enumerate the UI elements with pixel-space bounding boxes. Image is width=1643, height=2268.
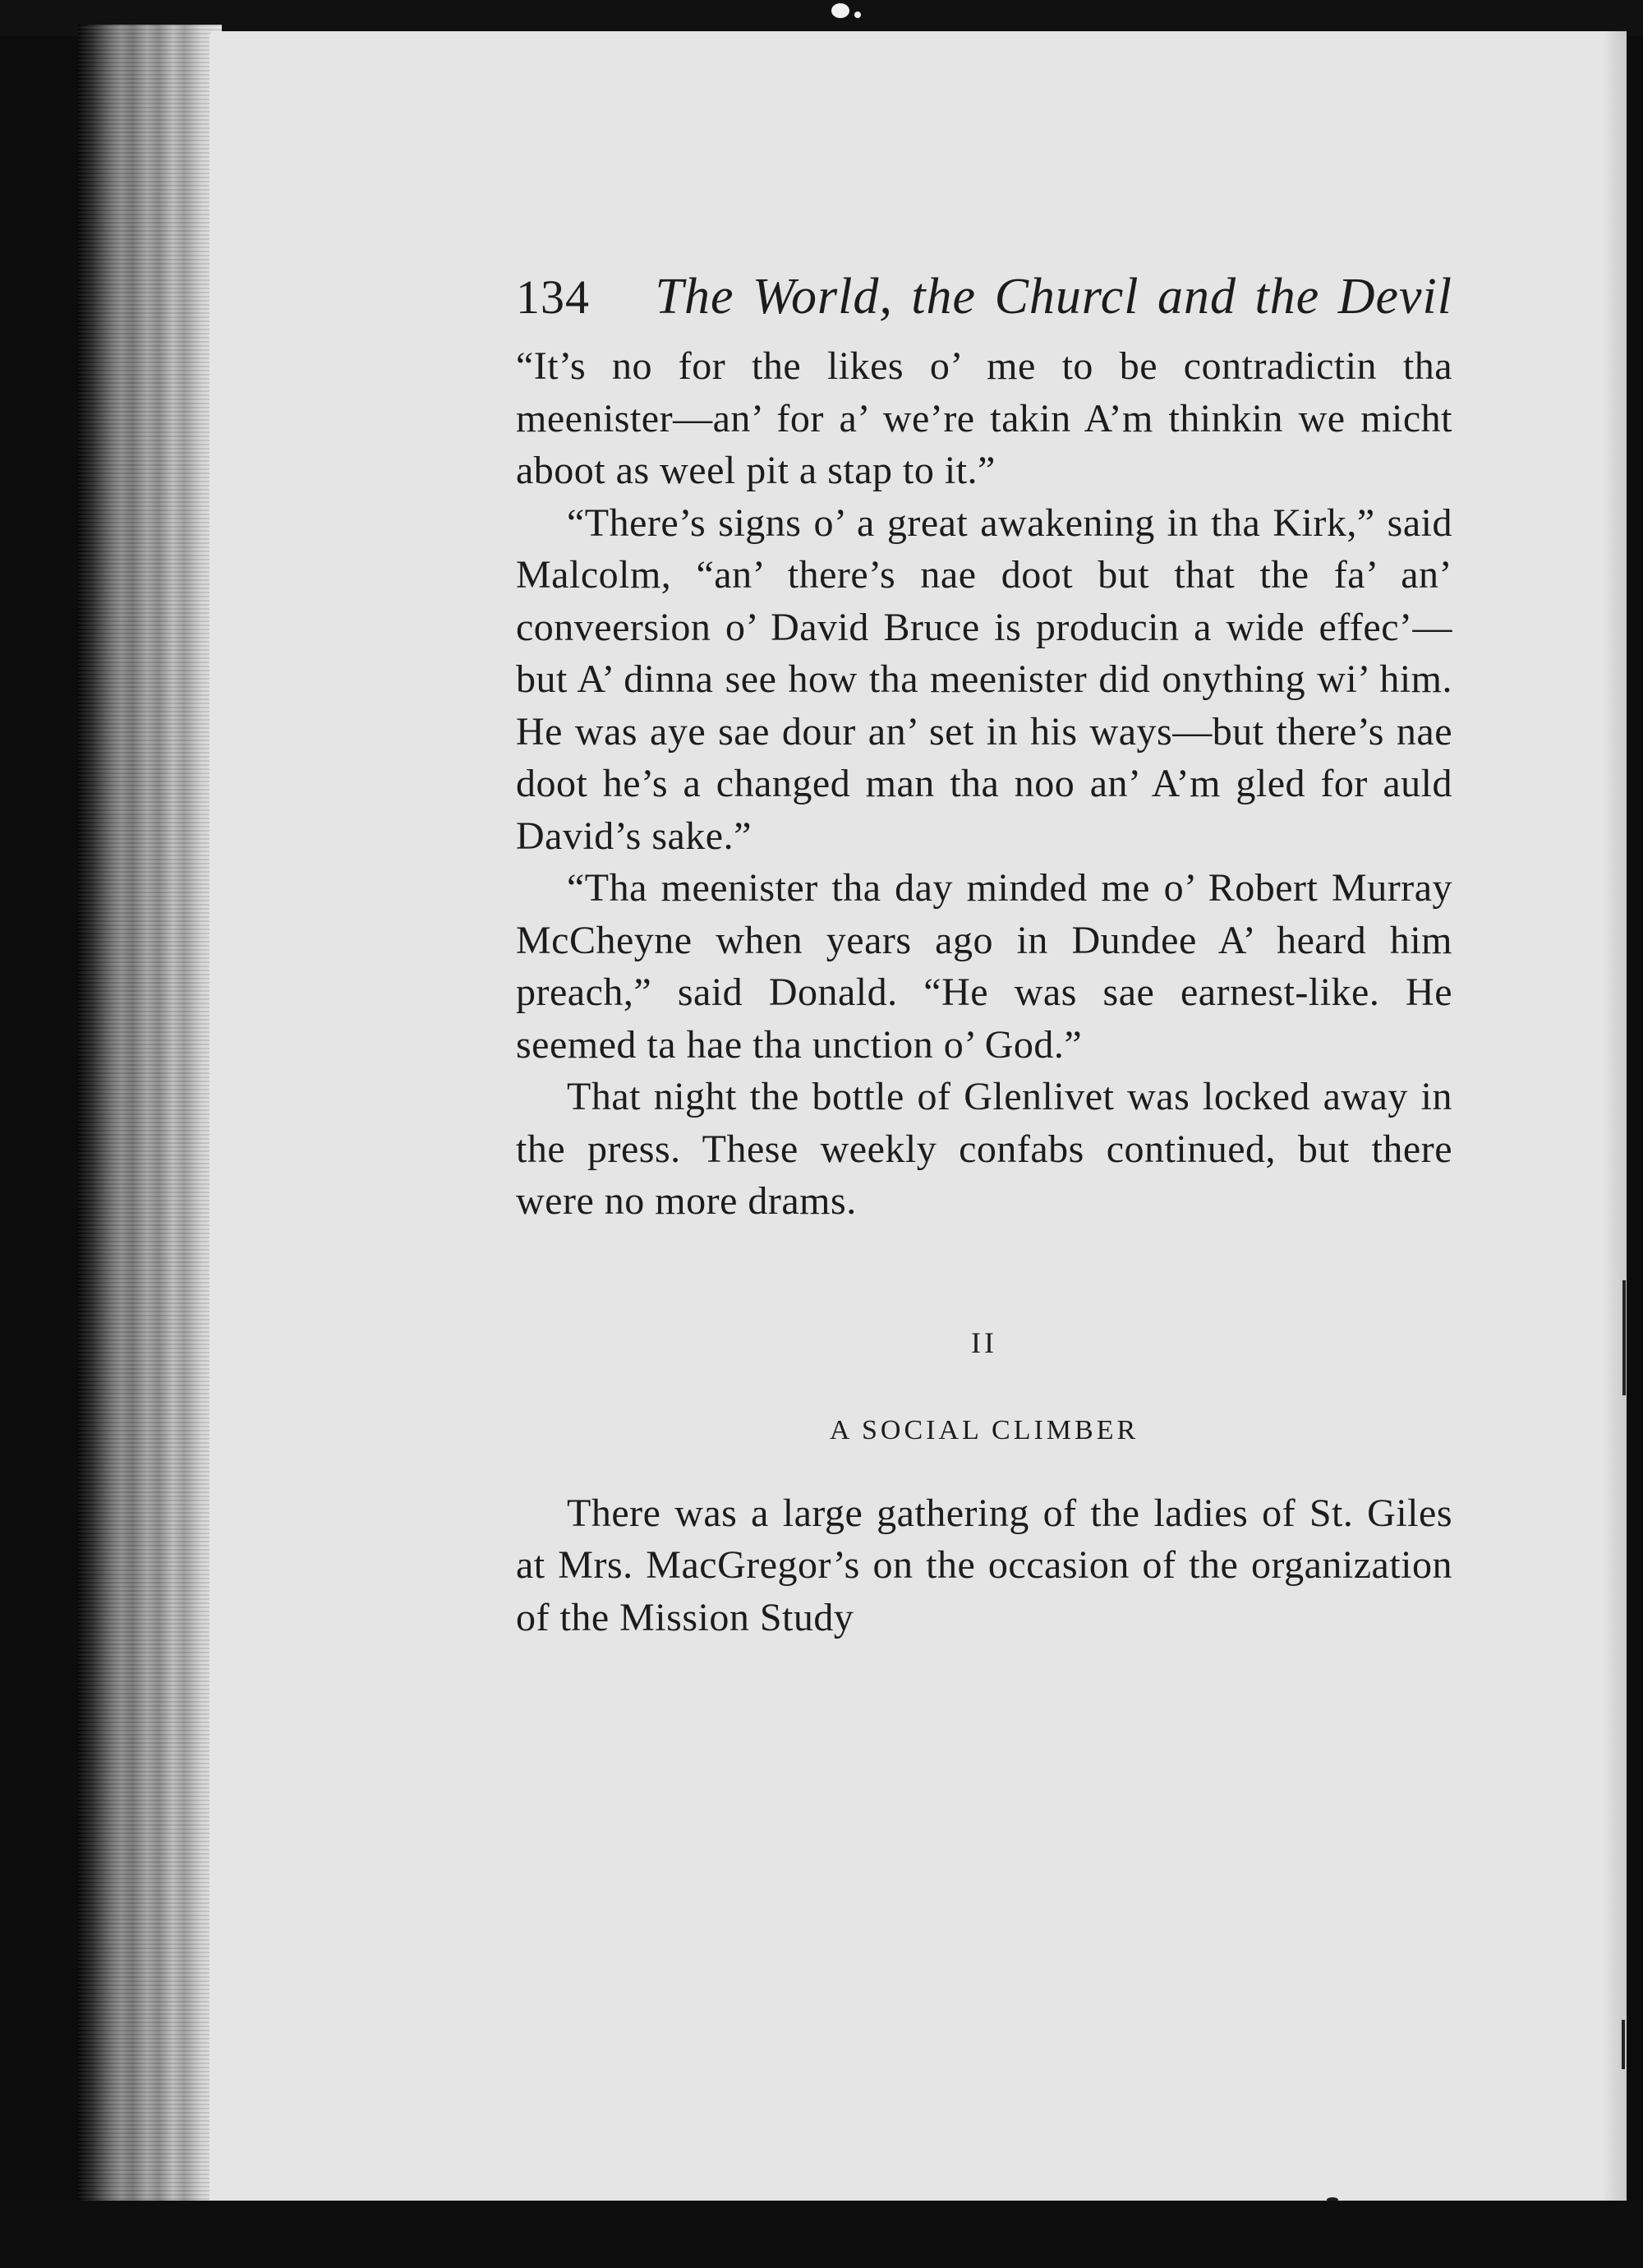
section-title: A SOCIAL CLIMBER — [829, 1414, 1139, 1445]
page-edge-mark — [1622, 2020, 1625, 2069]
page-edge-shadow — [1602, 31, 1627, 2201]
book-binding-edge — [78, 25, 222, 2202]
scan-bottom-border — [0, 2201, 1643, 2268]
scan-speck — [831, 3, 849, 18]
running-head-title: The World, the Churcl and the Devil — [655, 269, 1452, 325]
page-number: 134 — [516, 270, 590, 324]
paragraph: “There’s signs o’ a great awakening in tha Kirk,” said Malcolm, “an’ there’s nae doot but that the fa’ an’ conveersion o’ David Bruce is producin a wide effec’—but A’ dinna see how tha meenister did onything wi’ him. He was aye sae dour an’ set in his ways—but there’s nae doot he’s a changed man tha noo an’ A’m gled for auld David’s sake.” — [516, 500, 1452, 858]
section-paragraph: There was a large gathering of the ladies of St. Giles at Mrs. MacGregor’s on the occasion of the organization of the Mission Study — [516, 1491, 1452, 1639]
section-number: II — [971, 1325, 997, 1359]
running-head — [516, 269, 1452, 325]
page-text-block — [516, 271, 1452, 1643]
paragraph: “Tha meenister tha day minded me o’ Robert Murray McCheyne when years ago in Dundee A’ heard him preach,” said Donald. “He was sae earnest-like. He seemed ta hae tha unction o’ God.” — [516, 866, 1452, 1067]
paragraph: “It’s no for the likes o’ me to be contradictin tha meenister—an’ for a’ we’re takin A’m thinkin we micht aboot as weel pit a stap to it.” — [516, 344, 1452, 492]
paragraph: That night the bottle of Glenlivet was locked away in the press. These weekly confabs continued, but there were no more drams. — [516, 1075, 1452, 1223]
scan-speck — [854, 12, 861, 18]
page-edge-mark — [1622, 1280, 1626, 1395]
